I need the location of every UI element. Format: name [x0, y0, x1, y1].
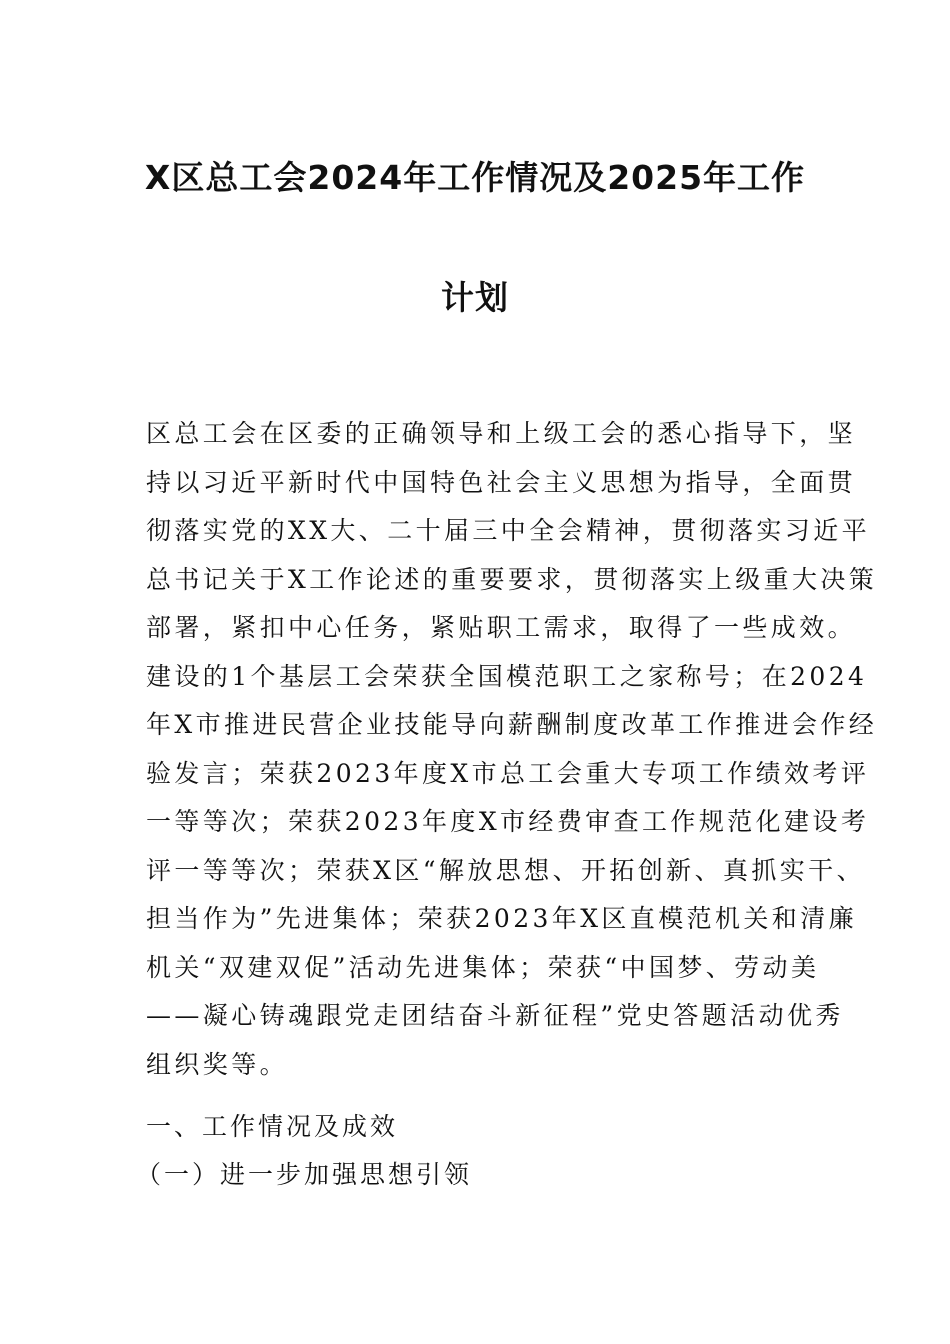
document-title-line-1: X区总工会2024年工作情况及2025年工作 — [144, 158, 806, 197]
intro-paragraph — [146, 410, 878, 1089]
subsection-heading: （一）进一步加强思想引领 — [136, 1160, 473, 1189]
paragraph-line: 一等等次；荣获2023年度X市经费审查工作规范化建设考 — [146, 807, 870, 836]
document-title-line-2: 计划 — [441, 278, 509, 317]
paragraph-line: 持以习近平新时代中国特色社会主义思想为指导，全面贯 — [146, 467, 857, 497]
paragraph-line: 机关“双建双促”活动先进集体；荣获“中国梦、劳动美 — [146, 952, 820, 982]
paragraph-line: 担当作为”先进集体；荣获2023年X区直模范机关和清廉 — [146, 904, 858, 933]
paragraph-line: 验发言；荣获2023年度X市总工会重大专项工作绩效考评 — [146, 758, 870, 788]
section-heading: 一、工作情况及成效 — [146, 1112, 399, 1141]
paragraph-line: 区总工会在区委的正确领导和上级工会的悉心指导下，坚 — [146, 419, 857, 448]
paragraph-line: 年X市推进民营企业技能导向薪酬制度改革工作推进会作经 — [146, 710, 878, 739]
paragraph-line: 评一等等次；荣获X区“解放思想、开拓创新、真抓实干、 — [146, 855, 865, 885]
paragraph-line: 建设的1个基层工会荣获全国模范职工之家称号；在2024 — [146, 661, 868, 691]
paragraph-line: 总书记关于X工作论述的重要要求，贯彻落实上级重大决策 — [146, 564, 878, 594]
paragraph-line: ——凝心铸魂跟党走团结奋斗新征程”党史答题活动优秀 — [146, 1001, 844, 1030]
paragraph-line: 组织奖等。 — [146, 1049, 289, 1079]
paragraph-line: 部署，紧扣中心任务，紧贴职工需求，取得了一些成效。 — [146, 613, 857, 642]
paragraph-line: 彻落实党的XX大、二十届三中全会精神，贯彻落实习近平 — [146, 516, 870, 545]
